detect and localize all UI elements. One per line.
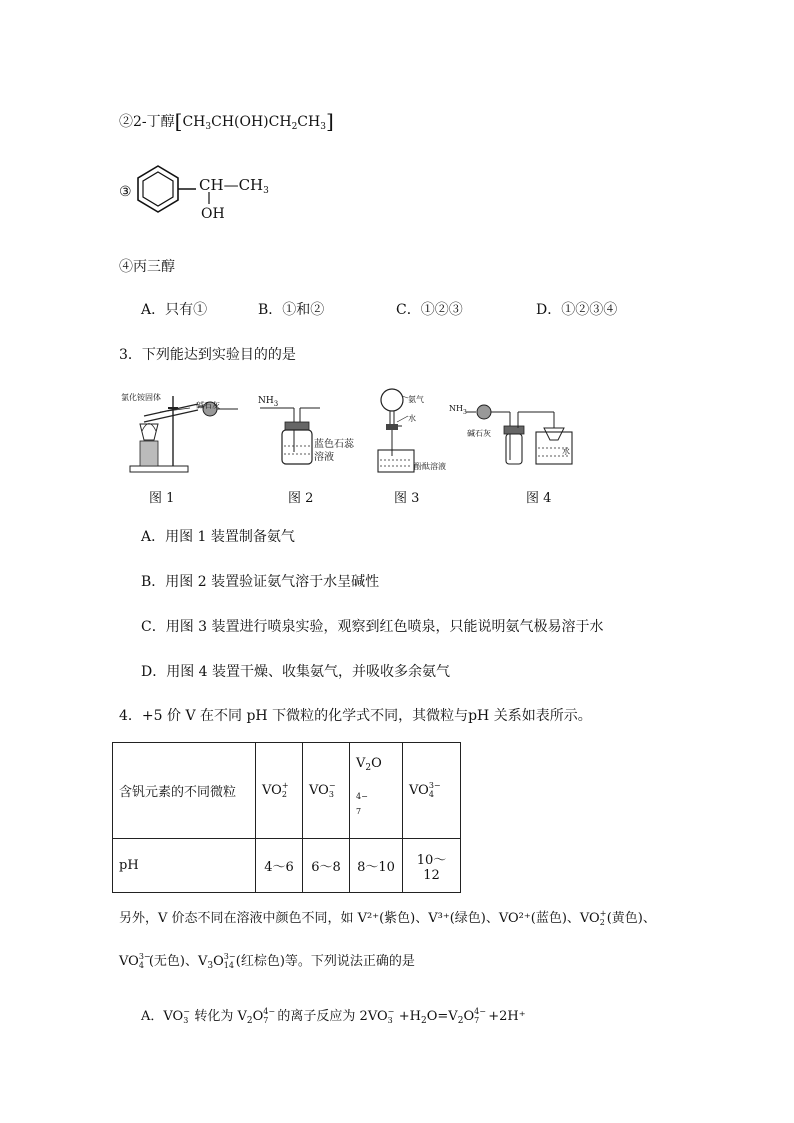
f4-water-label: 水: [562, 447, 570, 456]
species-vo2-plus: VO + 2: [256, 743, 303, 839]
f4-lime-label: 碱石灰: [467, 429, 491, 438]
q2-option-a[interactable]: A．只有①: [141, 302, 208, 318]
q4-stem: 4．+5 价 V 在不同 pH 下微粒的化学式不同，其微粒与pH 关系如表所示。: [119, 708, 592, 724]
item-4: ④丙三醇: [119, 259, 175, 275]
q2-option-c[interactable]: C．①②③: [396, 302, 463, 318]
f1-solid-label: 氯化铵固体: [121, 393, 161, 402]
q3-option-a[interactable]: A．用图 1 装置制备氨气: [141, 529, 295, 545]
q3-option-d[interactable]: D．用图 4 装置干燥、收集氨气，并吸收多余氨气: [141, 664, 451, 680]
ph-range: 4～6: [256, 839, 303, 893]
table-header-ph: pH: [113, 839, 256, 893]
q2-option-d[interactable]: D．①②③④: [536, 302, 618, 318]
q4-option-a[interactable]: A．VO − 3 转化为 $V_2O$ 4− 7 的离子反应为 2VO − 3 $+H_2O=V_2O$ 4− 7 +2H⁺: [141, 1007, 526, 1026]
q4-extra-line-2: VO 3− 4 (无色)、$V_3O$ 3− 14 (红棕色)等。下列说法正确的是: [119, 952, 415, 971]
item-3-number: ③: [119, 184, 132, 200]
caption-fig-3: 图 3: [394, 491, 420, 506]
ch3-group: $CH_3$: [238, 176, 269, 196]
species-v2o7: $V_2O$ 4− 7: [350, 743, 403, 839]
oh-group: OH: [201, 206, 225, 222]
caption-fig-2: 图 2: [288, 491, 314, 506]
f1-lime-label: 碱石灰: [196, 401, 220, 410]
q3-option-b[interactable]: B．用图 2 装置验证氨气溶于水呈碱性: [141, 574, 380, 590]
ph-range: 6～8: [303, 839, 350, 893]
f2-litmus-label: 蓝色石蕊溶液: [314, 439, 354, 463]
q3-stem: 3．下列能达到实验目的的是: [119, 347, 296, 363]
q4-extra-line-1: 另外，V 价态不同在溶液中颜色不同，如 V²⁺(紫色)、V³⁺(绿色)、VO²⁺(蓝色)、VO + 2 (黄色)、: [119, 909, 656, 927]
f3-gas-label: 氨气: [408, 395, 424, 404]
ph-range: 10～12: [403, 839, 461, 893]
ch-group: $CH—CH_3$: [199, 176, 269, 196]
q2-option-b[interactable]: B．①和②: [258, 302, 325, 318]
f2-nh3-label: $NH_3$: [258, 396, 279, 408]
caption-fig-4: 图 4: [526, 491, 552, 506]
item-2-formula: $CH_3CH(OH)CH_2CH_3$: [182, 114, 326, 132]
item-2-prefix: ②2-丁醇: [119, 114, 175, 130]
f4-nh3-label: $NH_3$: [449, 404, 467, 416]
q3-option-c[interactable]: C．用图 3 装置进行喷泉实验，观察到红色喷泉，只能说明氨气极易溶于水: [141, 619, 604, 635]
ph-range: 8～10: [350, 839, 403, 893]
species-vo3-minus: VO − 3: [303, 743, 350, 839]
species-vo4: VO 3− 4: [403, 743, 461, 839]
item-2-line: ②2-丁醇$[CH_3CH(OH)CH_2CH_3]$: [119, 109, 334, 133]
vanadium-table: [112, 742, 461, 893]
f3-phenol-label: 酚酞溶液: [414, 462, 446, 471]
table-header-species: 含钒元素的不同微粒: [113, 743, 256, 839]
caption-fig-1: 图 1: [149, 491, 175, 506]
f3-water-label: 水: [408, 414, 416, 423]
